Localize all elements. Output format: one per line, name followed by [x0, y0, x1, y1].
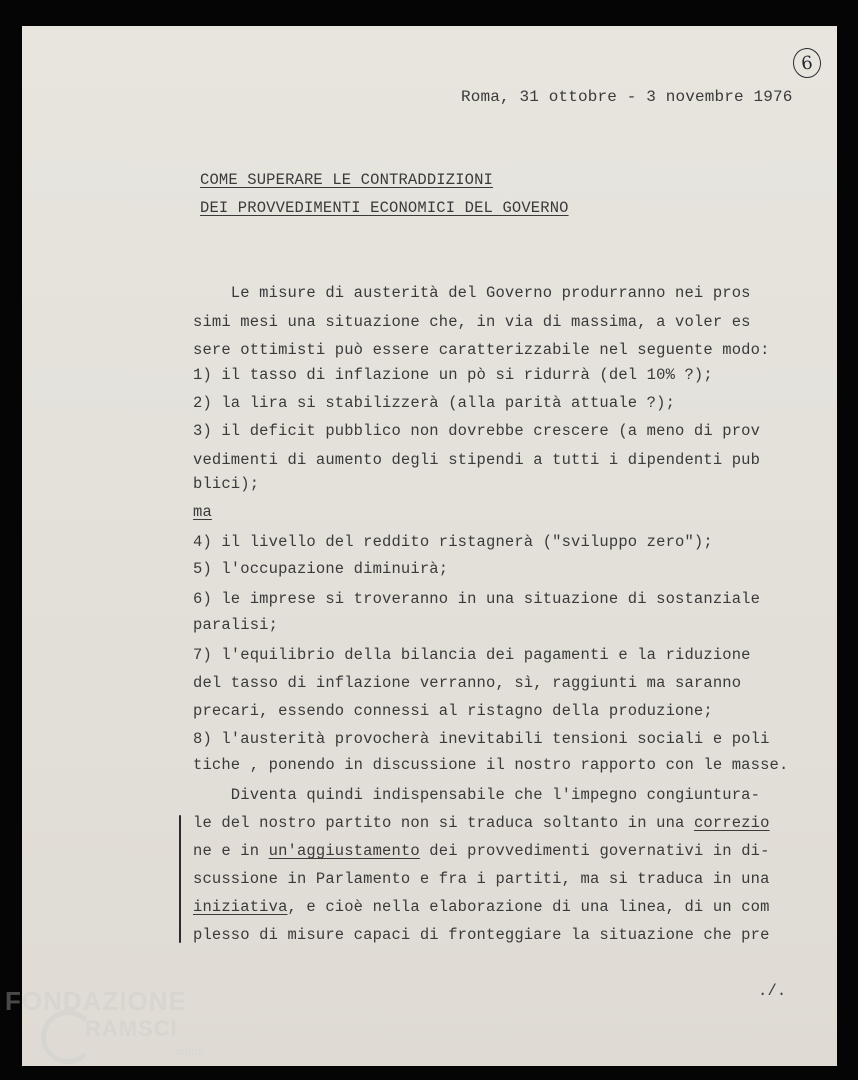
body-line: precari, essendo connessi al ristagno della produzione;: [193, 702, 713, 720]
body-line: ne e in un'aggiustamento dei provvedimenti governativi in di-: [193, 842, 770, 860]
body-line: plesso di misure capaci di fronteggiare la situazione che pre: [193, 926, 770, 944]
body-line: Le misure di austerità del Governo produrranno nei pros: [193, 284, 751, 302]
body-line-ma: ma: [193, 503, 212, 521]
document-title-line-2: DEI PROVVEDIMENTI ECONOMICI DEL GOVERNO: [200, 199, 569, 217]
body-line: vedimenti di aumento degli stipendi a tutti i dipendenti pub: [193, 451, 761, 469]
body-line: simi mesi una situazione che, in via di massima, a voler es: [193, 313, 751, 331]
list-item-3: 3) il deficit pubblico non dovrebbe crescere (a meno di prov: [193, 422, 761, 440]
underlined-word: correzio: [693, 814, 770, 832]
list-item-6: 6) le imprese si troveranno in una situazione di sostanziale: [193, 590, 761, 608]
body-line: tiche , ponendo in discussione il nostro rapporto con le masse.: [193, 756, 789, 774]
margin-mark: [179, 815, 181, 943]
watermark-logo: FONDAZIONE RAMSCI onlus: [5, 986, 187, 1017]
document-title-line-1: COME SUPERARE LE CONTRADDIZIONI: [200, 171, 493, 189]
list-item-7: 7) l'equilibrio della bilancia dei pagamenti e la riduzione: [193, 646, 751, 664]
underlined-word: iniziativa: [193, 898, 288, 916]
list-item-8: 8) l'austerità provocherà inevitabili tensioni sociali e poli: [193, 730, 770, 748]
page-number: 6: [792, 47, 823, 80]
body-line: sere ottimisti può essere caratterizzabile nel seguente modo:: [193, 341, 770, 359]
body-line: Diventa quindi indispensabile che l'impegno congiuntura-: [193, 786, 761, 804]
continuation-mark: ./.: [758, 982, 787, 1000]
body-line: scussione in Parlamento e fra i partiti, ma si traduca in una: [193, 870, 770, 888]
list-item-2: 2) la lira si stabilizzerà (alla parità attuale ?);: [193, 394, 676, 412]
document-date: Roma, 31 ottobre - 3 novembre 1976: [461, 88, 793, 106]
list-item-4: 4) il livello del reddito ristagnerà ("sviluppo zero");: [193, 533, 713, 551]
list-item-5: 5) l'occupazione diminuirà;: [193, 560, 449, 578]
body-line: del tasso di inflazione verranno, sì, raggiunti ma saranno: [193, 674, 742, 692]
body-line: paralisi;: [193, 616, 279, 634]
underlined-word: un'aggiustamento: [268, 842, 420, 860]
body-line: iniziativa, e cioè nella elaborazione di una linea, di un com: [193, 898, 770, 916]
body-line: le del nostro partito non si traduca soltanto in una correzio: [193, 814, 770, 832]
body-line: blici);: [193, 475, 260, 493]
list-item-1: 1) il tasso di inflazione un pò si ridurrà (del 10% ?);: [193, 366, 713, 384]
